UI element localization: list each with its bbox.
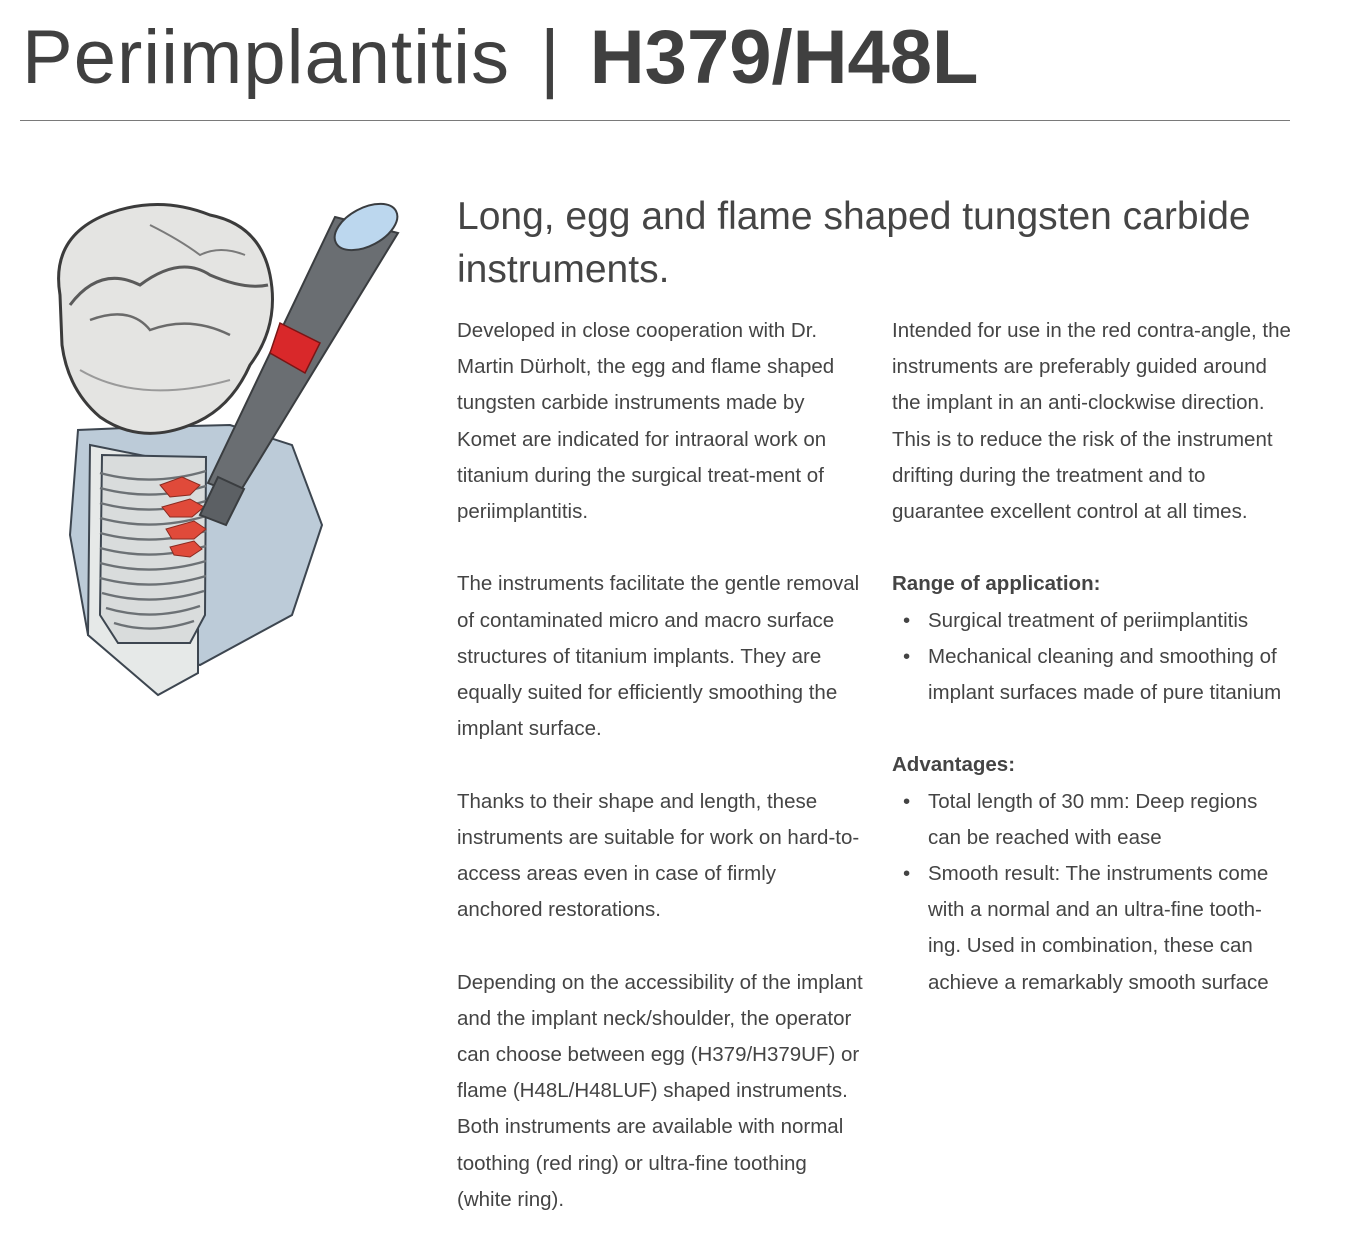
list-item [892, 856, 1292, 1001]
right-column [892, 313, 1292, 1037]
advantages-heading: Advantages: [892, 753, 1016, 777]
list-item [892, 639, 1292, 711]
main-title: Long, egg and flame shaped tungsten carbide instruments. [457, 195, 1251, 291]
paragraph-development: Developed in close cooperation with Dr. Martin Dürholt, the egg and flame shaped tungsten carbide instruments made by Komet are indicated for intraoral work on titanium during the surgical treat-ment of periimplantitis. [457, 319, 835, 524]
paragraph-usage: Intended for use in the red contra-angle, the instruments are preferably guided around the implant in an anti-clockwise direction. This is to reduce the risk of the instrument drifting during the treatment and to guarantee excellent control at all times. [892, 319, 1291, 524]
paragraph-shape-length: Thanks to their shape and length, these instruments are suitable for work on hard-to-access areas even in case of firmly anchored restorations. [457, 789, 860, 922]
left-column [457, 313, 867, 1254]
list-item [892, 784, 1292, 856]
paragraph-accessibility: Depending on the accessibility of the implant and the implant neck/shoulder, the operator can choose between egg (H379/H379UF) or flame (H48L/H48LUF) shaped instruments. Both instruments are available with normal toothing (red ring) or ultra-fine toothing (white ring). [457, 970, 863, 1211]
range-list [892, 603, 1292, 712]
header-divider [20, 120, 1290, 121]
bullet-icon: • [903, 862, 911, 886]
header-title-light: Periimplantitis [22, 15, 511, 100]
range-heading: Range of application: [892, 572, 1101, 596]
page-header [22, 8, 978, 108]
list-item-text: Mechanical cleaning and smoothing of implant surfaces made of pure titanium [928, 644, 1282, 705]
header-separator: | [540, 15, 560, 100]
header-title-bold: H379/H48L [589, 15, 979, 100]
list-item-text: Total length of 30 mm: Deep regions can be reached with ease [928, 789, 1258, 849]
bullet-icon: • [903, 608, 911, 632]
list-item-text: Surgical treatment of periimplantitis [928, 608, 1249, 632]
tooth-implant-instrument-illustration [30, 195, 420, 705]
paragraph-removal: The instruments facilitate the gentle removal of contaminated micro and macro surface structures of titanium implants. They are equally suited for efficiently smoothing the implant surface. [457, 572, 860, 741]
list-item-text: Smooth result: The instruments come with a normal and an ultra-fine tooth-ing. Used in combination, these can achieve a remarkably smooth surface [928, 862, 1269, 994]
list-item [892, 603, 1292, 639]
bullet-icon: • [903, 644, 911, 668]
bullet-icon: • [903, 789, 911, 813]
advantages-list [892, 784, 1292, 1001]
